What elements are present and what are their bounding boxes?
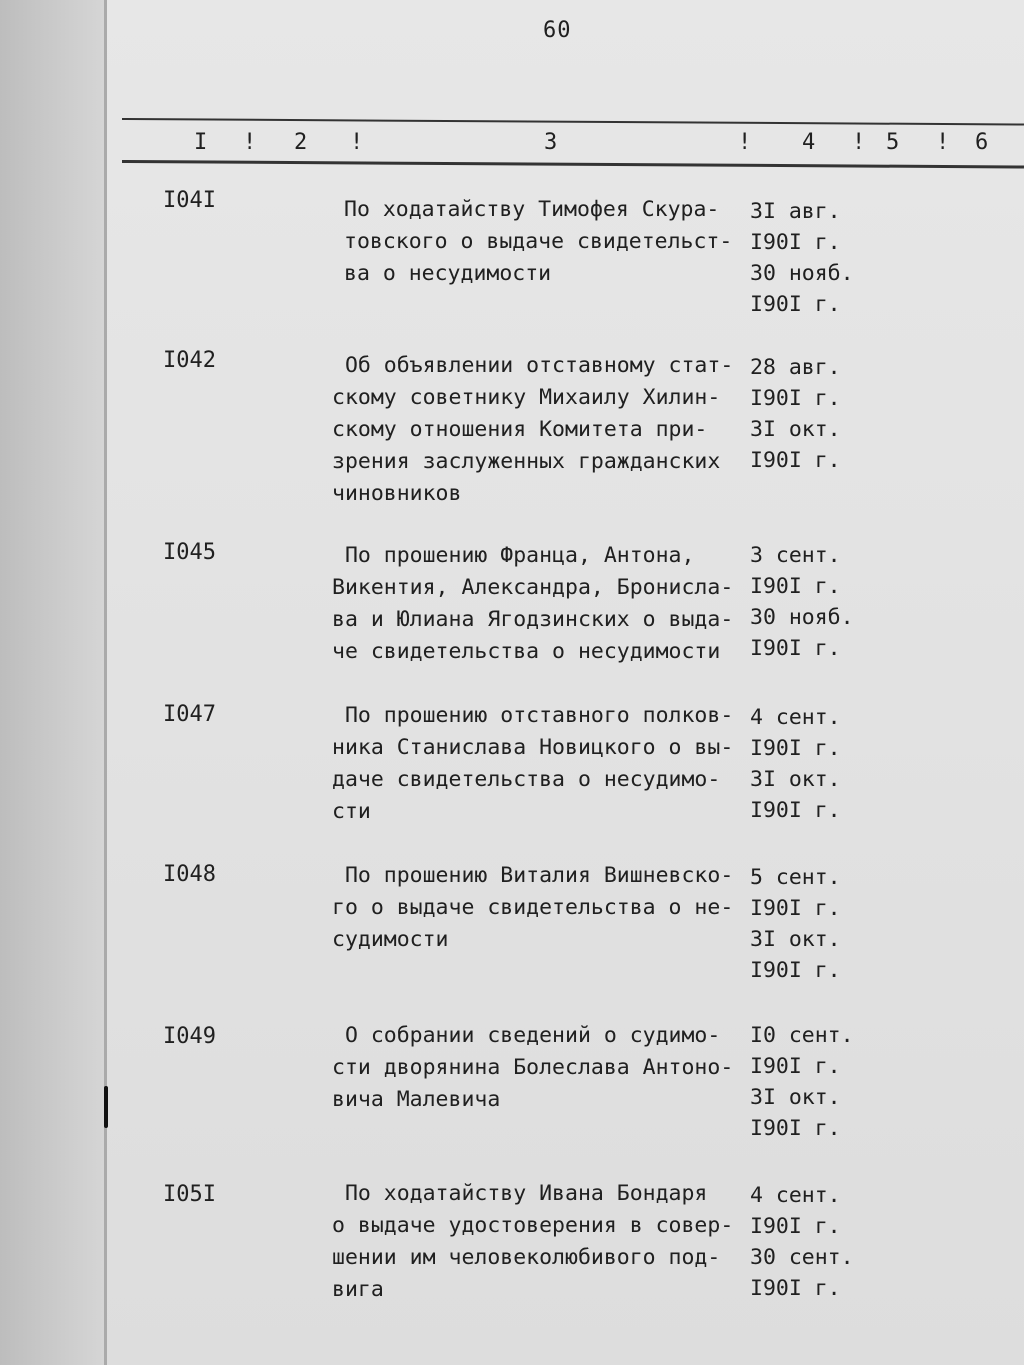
header-separator: !: [243, 130, 257, 155]
entry-dates: 4 сент. I90I г. 30 сент. I90I г.: [750, 1183, 854, 1301]
entry-number: I045: [163, 540, 216, 565]
entry-description: По ходатайству Тимофея Скура- товского о выдаче свидетельст- ва о несудимости: [344, 197, 733, 286]
entry-description: По прошению Франца, Антона, Викентия, Александра, Бронисла- ва и Юлиана Ягодзинских о выда- че свидетельства о несудимости: [332, 543, 734, 664]
entry-dates: 3I авг. I90I г. 30 нояб. I90I г.: [750, 199, 854, 317]
entry-description: По прошению Виталия Вишневско- го о выдаче свидетельства о не- судимости: [332, 863, 734, 952]
header-separator: !: [350, 130, 364, 155]
entry-number: I042: [163, 348, 216, 373]
header-col-5: 5: [886, 130, 900, 155]
entry-dates: 4 сент. I90I г. 3I окт. I90I г.: [750, 705, 841, 823]
entry-number: I049: [163, 1024, 216, 1049]
entry-dates: 28 авг. I90I г. 3I окт. I90I г.: [750, 355, 841, 473]
entry-description: По прошению отставного полков- ника Станислава Новицкого о вы- даче свидетельства о несудимо- сти: [332, 703, 734, 824]
facing-page-shadow: [0, 0, 108, 1365]
header-col-4: 4: [802, 130, 816, 155]
header-col-1: I: [194, 130, 208, 155]
entry-dates: 3 сент. I90I г. 30 нояб. I90I г.: [750, 543, 854, 661]
entry-number: I05I: [163, 1182, 216, 1207]
entry-dates: I0 сент. I90I г. 3I окт. I90I г.: [750, 1023, 854, 1141]
header-col-3: 3: [544, 130, 558, 155]
entry-number: I04I: [163, 188, 216, 213]
header-separator: !: [936, 130, 950, 155]
entry-number: I048: [163, 862, 216, 887]
entry-number: I047: [163, 702, 216, 727]
entry-description: Об объявлении отставному стат- скому советнику Михаилу Хилин- скому отношения Комитета при- зрения заслуженных гражданских чиновников: [332, 353, 734, 506]
entry-description: По ходатайству Ивана Бондаря о выдаче удостоверения в совер- шении им человеколюбивого под- вига: [332, 1181, 734, 1302]
entry-description: О собрании сведений о судимо- сти дворянина Болеслава Антоно- вича Малевича: [332, 1023, 734, 1112]
header-col-6: 6: [975, 130, 989, 155]
page-number: 60: [543, 18, 572, 43]
header-separator: !: [852, 130, 866, 155]
header-separator: !: [738, 130, 752, 155]
margin-ink-mark: [104, 1086, 108, 1128]
header-col-2: 2: [294, 130, 308, 155]
entry-dates: 5 сент. I90I г. 3I окт. I90I г.: [750, 865, 841, 983]
